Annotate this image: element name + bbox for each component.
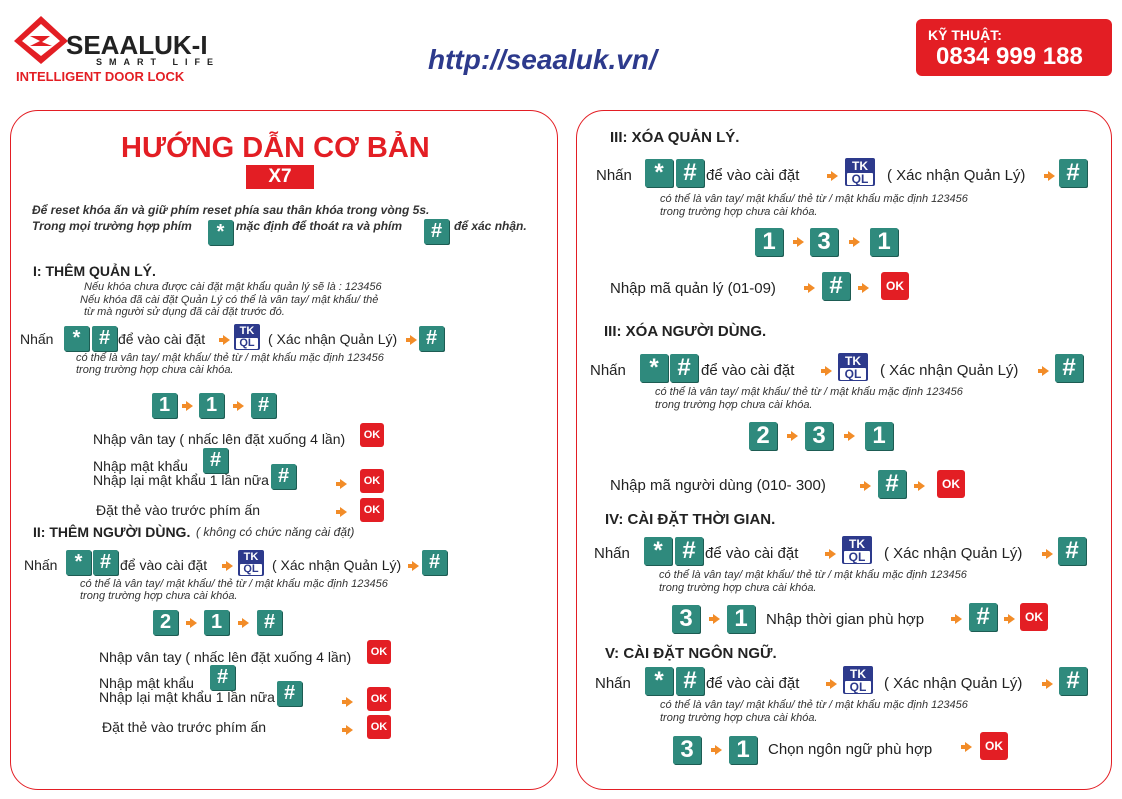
s6-enter: để vào cài đặt (706, 675, 800, 692)
s4-confirm: ( Xác nhận Quản Lý) (880, 362, 1019, 379)
arrow-icon (190, 618, 197, 628)
arrow-icon (864, 481, 871, 491)
arrow-icon (410, 335, 417, 345)
arrow-icon (1042, 366, 1049, 376)
s2-hash-confirm: # (422, 550, 447, 575)
s6-digit-1: 1 (729, 736, 757, 764)
s2-confirm: ( Xác nhận Quản Lý) (272, 557, 402, 573)
arrow-icon (340, 507, 347, 517)
s1-enter: để vào cài đặt (118, 331, 206, 347)
arrow-icon (1046, 679, 1053, 689)
s3-hash-code: # (822, 272, 850, 300)
s6-hash-key: # (676, 667, 704, 695)
s6-press: Nhấn (595, 675, 631, 692)
arrow-icon (1048, 171, 1055, 181)
brand-logo (10, 12, 250, 87)
s3-heading: III: XÓA QUẢN LÝ. (610, 129, 740, 146)
s3-digit-1a: 1 (755, 228, 783, 256)
arrow-icon (340, 479, 347, 489)
seaaluk-logo-icon (12, 14, 70, 66)
s1-note3: từ mà người sử dụng đã cài đặt trước đó. (84, 306, 285, 318)
s3-code: Nhập mã quản lý (01-09) (610, 280, 776, 297)
arrow-icon (831, 171, 838, 181)
arrow-icon (955, 614, 962, 624)
s1-hash-pw2: # (271, 464, 296, 489)
s1-digit-1a: 1 (152, 393, 177, 418)
star-key-icon: * (208, 220, 233, 245)
arrow-icon (808, 283, 815, 293)
s1-card: Đặt thẻ vào trước phím ấn (96, 502, 261, 518)
s2-ok-pw: OK (367, 687, 391, 711)
s1-fingerprint: Nhập vân tay ( nhấc lên đặt xuống 4 lần) (93, 431, 346, 447)
s3-hash-key: # (676, 159, 704, 187)
s2-cred-note2: trong trường hợp chưa cài khóa. (80, 590, 238, 602)
s4-heading: III: XÓA NGƯỜI DÙNG. (604, 323, 767, 340)
s2-ok-fp: OK (367, 640, 391, 664)
s1-note1: Nếu khóa chưa được cài đặt mật khẩu quản lý sẽ là : 123456 (84, 281, 382, 293)
s4-tk-key: TK QL (838, 353, 868, 381)
s4-hash-code: # (878, 470, 906, 498)
arrow-icon (829, 549, 836, 559)
s3-hash-confirm: # (1059, 159, 1087, 187)
arrow-icon (223, 335, 230, 345)
s4-hash-confirm: # (1055, 354, 1083, 382)
s2-fingerprint: Nhập vân tay ( nhấc lên đặt xuống 4 lần) (99, 649, 352, 665)
s2-password: Nhập mật khẩu (99, 675, 194, 691)
s2-enter: để vào cài đặt (120, 557, 208, 573)
s5-digit-1: 1 (727, 605, 755, 633)
s6-digit-3: 3 (673, 736, 701, 764)
arrow-icon (1046, 549, 1053, 559)
s4-hash-key: # (670, 354, 698, 382)
arrow-icon (965, 742, 972, 752)
s4-digit-1: 1 (865, 422, 893, 450)
s1-heading: I: THÊM QUẢN LÝ. (33, 263, 156, 279)
s4-press: Nhấn (590, 362, 626, 379)
arrow-icon (848, 431, 855, 441)
s5-cred-note1: có thể là vân tay/ mật khẩu/ thẻ từ / mật khẩu mặc định 123456 (659, 569, 967, 581)
arrow-icon (237, 401, 244, 411)
s1-ok-card: OK (360, 498, 384, 522)
arrow-icon (226, 561, 233, 571)
arrow-icon (918, 481, 925, 491)
intro-line2b: mặc định để thoát ra và phím (236, 219, 403, 233)
arrow-icon (862, 283, 869, 293)
s3-press: Nhấn (596, 167, 632, 184)
s4-enter: để vào cài đặt (701, 362, 795, 379)
website-link[interactable]: http://seaaluk.vn/ (428, 44, 657, 75)
arrow-icon (242, 618, 249, 628)
s5-digit-3: 3 (672, 605, 700, 633)
s4-digit-3: 3 (805, 422, 833, 450)
s4-cred-note1: có thể là vân tay/ mật khẩu/ thẻ từ / mật khẩu mặc định 123456 (655, 386, 963, 398)
s3-tk-key: TK QL (845, 158, 875, 186)
support-phone[interactable]: 0834 999 188 (936, 43, 1083, 70)
s2-hash-step: # (257, 610, 282, 635)
arrow-icon (346, 697, 353, 707)
model-badge: X7 (246, 165, 314, 189)
s5-press: Nhấn (594, 545, 630, 562)
s2-digit-2: 2 (153, 610, 178, 635)
s1-digit-1b: 1 (199, 393, 224, 418)
s2-heading: II: THÊM NGƯỜI DÙNG. (33, 524, 191, 540)
s2-star-key: * (66, 550, 91, 575)
s1-cred-note1: có thể là vân tay/ mật khẩu/ thẻ từ / mật khẩu mặc định 123456 (76, 352, 384, 364)
s1-password: Nhập mật khẩu (93, 458, 188, 474)
hash-key-icon: # (424, 219, 449, 244)
s3-enter: để vào cài đặt (706, 167, 800, 184)
s5-enter: để vào cài đặt (705, 545, 799, 562)
s4-code: Nhập mã người dùng (010- 300) (610, 477, 826, 494)
s1-ok-fp: OK (360, 423, 384, 447)
s3-ok: OK (881, 272, 909, 300)
s2-note: ( không có chức năng cài đặt) (196, 525, 355, 539)
brand-name: SEAALUK-I (66, 30, 208, 60)
arrow-icon (825, 366, 832, 376)
s3-cred-note2: trong trường hợp chưa cài khóa. (660, 206, 818, 218)
s5-star-key: * (644, 537, 672, 565)
arrow-icon (853, 237, 860, 247)
s5-heading: IV: CÀI ĐẶT THỜI GIAN. (605, 511, 776, 528)
s1-ok-pw: OK (360, 469, 384, 493)
arrow-icon (186, 401, 193, 411)
s2-hash-key: # (93, 550, 118, 575)
s4-cred-note2: trong trường hợp chưa cài khóa. (655, 399, 813, 411)
s5-time: Nhập thời gian phù hợp (766, 611, 925, 628)
s4-digit-2: 2 (749, 422, 777, 450)
s5-tk-key: TK QL (842, 536, 872, 564)
s1-hash-pw: # (203, 448, 228, 473)
arrow-icon (791, 431, 798, 441)
s2-hash-pw2: # (277, 681, 302, 706)
s2-press: Nhấn (24, 557, 58, 573)
s2-tk-key: TK QL (238, 550, 264, 576)
arrow-icon (412, 561, 419, 571)
s1-note2: Nếu khóa đã cài đặt Quản Lý có thể là vân tay/ mật khẩu/ thẻ (80, 294, 379, 306)
s6-cred-note1: có thể là vân tay/ mật khẩu/ thẻ từ / mật khẩu mặc định 123456 (660, 699, 968, 711)
s2-hash-pw: # (210, 665, 235, 690)
s6-hash-confirm: # (1059, 667, 1087, 695)
brand-subtitle: INTELLIGENT DOOR LOCK (16, 69, 185, 84)
s4-star-key: * (640, 354, 668, 382)
s2-password2: Nhập lại mật khẩu 1 lần nữa (99, 689, 275, 705)
s5-cred-note2: trong trường hợp chưa cài khóa. (659, 582, 817, 594)
support-label: KỸ THUẬT: (928, 27, 1002, 43)
s6-cred-note2: trong trường hợp chưa cài khóa. (660, 712, 818, 724)
arrow-icon (1008, 614, 1015, 624)
arrow-icon (713, 614, 720, 624)
s5-hash-time: # (969, 603, 997, 631)
s1-hash-confirm: # (419, 326, 444, 351)
s6-heading: V: CÀI ĐẶT NGÔN NGỮ. (605, 645, 777, 662)
arrow-icon (797, 237, 804, 247)
s1-hash-key: # (92, 326, 117, 351)
s1-confirm: ( Xác nhận Quản Lý) (268, 331, 398, 347)
s1-tk-key: TK QL (234, 324, 260, 350)
support-box (916, 19, 1112, 76)
s3-cred-note1: có thể là vân tay/ mật khẩu/ thẻ từ / mật khẩu mặc định 123456 (660, 193, 968, 205)
s2-card: Đặt thẻ vào trước phím ấn (102, 719, 267, 735)
intro-line1: Để reset khóa ấn và giữ phím reset phía sau thân khóa trong vòng 5s. (32, 203, 430, 217)
s1-star-key: * (64, 326, 89, 351)
s1-password2: Nhập lại mật khẩu 1 lần nữa (93, 472, 269, 488)
s3-digit-3: 3 (810, 228, 838, 256)
intro-line2c: để xác nhận. (454, 219, 527, 233)
s4-ok: OK (937, 470, 965, 498)
page-title: HƯỚNG DẪN CƠ BẢN (121, 132, 430, 164)
s2-cred-note1: có thể là vân tay/ mật khẩu/ thẻ từ / mật khẩu mặc định 123456 (80, 578, 388, 590)
s6-confirm: ( Xác nhận Quản Lý) (884, 675, 1023, 692)
s5-ok: OK (1020, 603, 1048, 631)
arrow-icon (830, 679, 837, 689)
s3-confirm: ( Xác nhận Quản Lý) (887, 167, 1026, 184)
s5-hash-confirm: # (1058, 537, 1086, 565)
s1-hash-step: # (251, 393, 276, 418)
s6-star-key: * (645, 667, 673, 695)
s5-hash-key: # (675, 537, 703, 565)
s6-ok: OK (980, 732, 1008, 760)
brand-tagline: SMART LIFE (96, 57, 220, 67)
s2-digit-1: 1 (204, 610, 229, 635)
s6-tk-key: TK QL (843, 666, 873, 694)
s3-digit-1b: 1 (870, 228, 898, 256)
s6-lang: Chọn ngôn ngữ phù hợp (768, 741, 933, 758)
s3-star-key: * (645, 159, 673, 187)
s1-press: Nhấn (20, 331, 54, 347)
s5-confirm: ( Xác nhận Quản Lý) (884, 545, 1023, 562)
s1-cred-note2: trong trường hợp chưa cài khóa. (76, 364, 234, 376)
arrow-icon (715, 745, 722, 755)
s2-ok-card: OK (367, 715, 391, 739)
intro-line2a: Trong mọi trường hợp phím (32, 219, 192, 233)
arrow-icon (346, 725, 353, 735)
